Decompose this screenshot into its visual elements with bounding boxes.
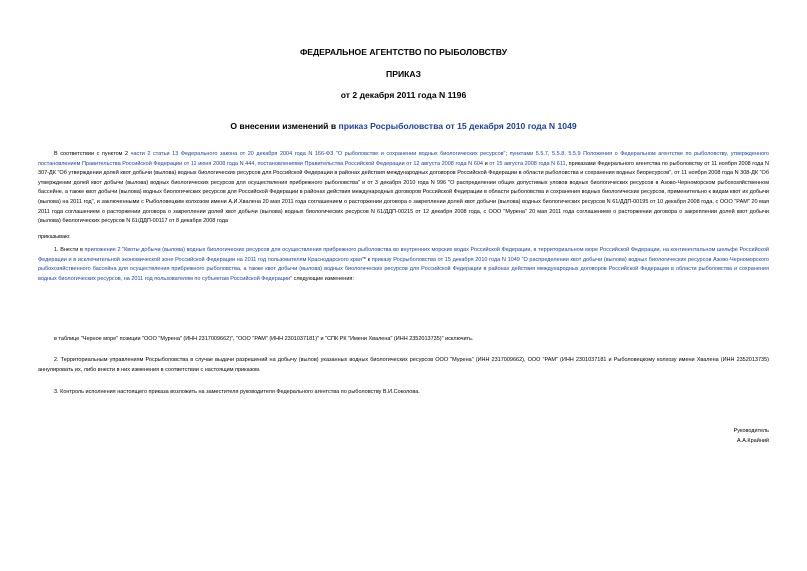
doc-title (0, 121, 807, 132)
preamble-text-1: В соответствии с пунктом 2 (54, 151, 131, 157)
preamble-link-decree[interactable]: от 15 августа 2008 года N 611 (489, 160, 566, 167)
preamble-text-3: и (482, 160, 490, 167)
order-word-text: приказываю: (38, 234, 71, 240)
signature-name: А.А.Крайний (737, 438, 769, 444)
point-3 (38, 388, 769, 398)
preamble-link-law[interactable]: части 2 статьи 13 Федерального закона от 20 декабря 2004 года N 166-ФЗ "О рыболовстве и сохранении водных биологических ресурсов" (130, 151, 506, 157)
preamble-text-2: ; (505, 151, 510, 157)
doc-date-heading: от 2 декабря 2011 года N 1196 (340, 90, 467, 100)
point-2 (38, 356, 769, 375)
doc-title-prefix: О внесении изменений в (230, 121, 339, 131)
point-3-text: 3. Контроль исполнения настоящего приказа возложить на заместителя руководителя Федерального агентства по рыболовству В.И.Соколова. (54, 389, 420, 395)
point-2-text: 2. Территориальным управлениям Росрыболовства в случае выдачи разрешений на добычу (вылов) указанных водных биологических ресурсов ООО "Мурена" (ИНН 2317009662), ООО "РАМ" (ИНН 2301037181 и Рыболовецкому колхозу имени Хвалена (ИНН 2352013735) аннулировать их, либо внести в них изменения в соответствии с настоящим приказом. (38, 357, 769, 373)
point-1 (38, 246, 769, 284)
point-1-link-appendix[interactable]: приложение 2 "Квоты добычи (вылова) водных биологических ресурсов для осуществления прибрежного рыболовства во внутренних морских водах Российской Федерации, в территориальном море Российской Федерации, на континентальном шельфе Российской Федерации и в исключительной экономической зоне Российской Федерации на 2011 год пользователям Краснодарского края" (38, 247, 769, 263)
doc-title-link[interactable]: приказ Росрыболовства от 15 декабря 2010 года N 1049 (338, 121, 577, 131)
point-1-text-3: следующие изменения: (292, 275, 354, 282)
preamble-link-regulation[interactable]: пунктами 5.5.7, 5.5.8, 5.5.9 Положения о Федеральном агентстве по рыболовству, утвержденного постановлением Правительства Российской Федерации от 11 июня 2008 года N 444, постановлениями Правительства Российской Федерации от 12 августа 2008 года N 604 (38, 151, 769, 167)
preamble-text-4: , приказами Федерального агентства по рыболовству от 11 ноября 2008 года N 307-ДК "Об утверждении долей квот добычи (вылова) водных биологических ресурсов для Российской Федерации в районах действия международных договоров Российской Федерации в области рыболовства и сохранения водных биоресурсов", от 11 ноября 2008 года N 308-ДК "Об утверждении долей квот добычи (вылова) водных биологических ресурсов для осуществления прибрежного рыболовства" и от 3 декабря 2010 года N 996 "О распределении общих допустимых уловов водных биологических ресурсов в Азово-Черноморском рыбохозяйственном бассейне, а также квот добычи (вылова) водных биологических ресурсов для Российской Федерации в районах действия международных договоров Российской Федерации в области рыболовства и сохранения водных биологических ресурсов, применительно к видам квот их добычи (вылова) на 2011 год", и заключенными с Рыболовецким колхозом имени А.И.Хвалена 20 мая 2011 года соглашением о расторжении договора о закреплении долей квот добычи (вылова) водных биологических ресурсов N 61/ДДП-00195 от 10 декабря 2008 года, с ООО "РАМ" 20 мая 2011 года соглашением о расторжении договора о закреплении долей квот добычи (вылова) водных биологических ресурсов N 61/ДДП-00215 от 12 декабря 2008 года, с ООО "Мурена" 20 мая 2011 года соглашением о расторжении договора о закреплении долей квот добычи (вылова) биологических ресурсов N 61/ДДП-00117 от 8 декабря 2008 года (38, 160, 769, 225)
order-word (38, 233, 769, 243)
doc-type-heading: ПРИКАЗ (386, 69, 421, 79)
agency-heading: ФЕДЕРАЛЬНОЕ АГЕНТСТВО ПО РЫБОЛОВСТВУ (299, 47, 508, 57)
table-change-item (38, 335, 769, 345)
signature-role: Руководитель (733, 428, 769, 434)
table-change-text: в таблице "Черное море" позиции "ООО "Мурена" (ИНН 2317009662)", "ООО "РАМ" (ИНН 2301037181)" и "СПК РК "Имени Хвалена" (ИНН 2352013735)" исключить. (54, 336, 474, 342)
point-1-text-1: 1. Внести в (54, 247, 85, 253)
point-1-link-order[interactable]: приказу Росрыболовства от 15 декабря 2010 года N 1049 "О распределении квот добычи (вылова) водных биологических ресурсов Азово-Черноморского рыбохозяйственного бассейна для осуществления прибрежного рыболовства, а также квот добычи (вылова) водных биологических ресурсов для Российской Федерации в районах действия международных договоров Российской Федерации в области рыболовства и сохранения водных биологических ресурсов, на 2011 год пользователям по субъектам Российской Федерации" (38, 256, 769, 282)
preamble-paragraph (38, 150, 769, 227)
point-1-text-2: * к (363, 256, 372, 263)
